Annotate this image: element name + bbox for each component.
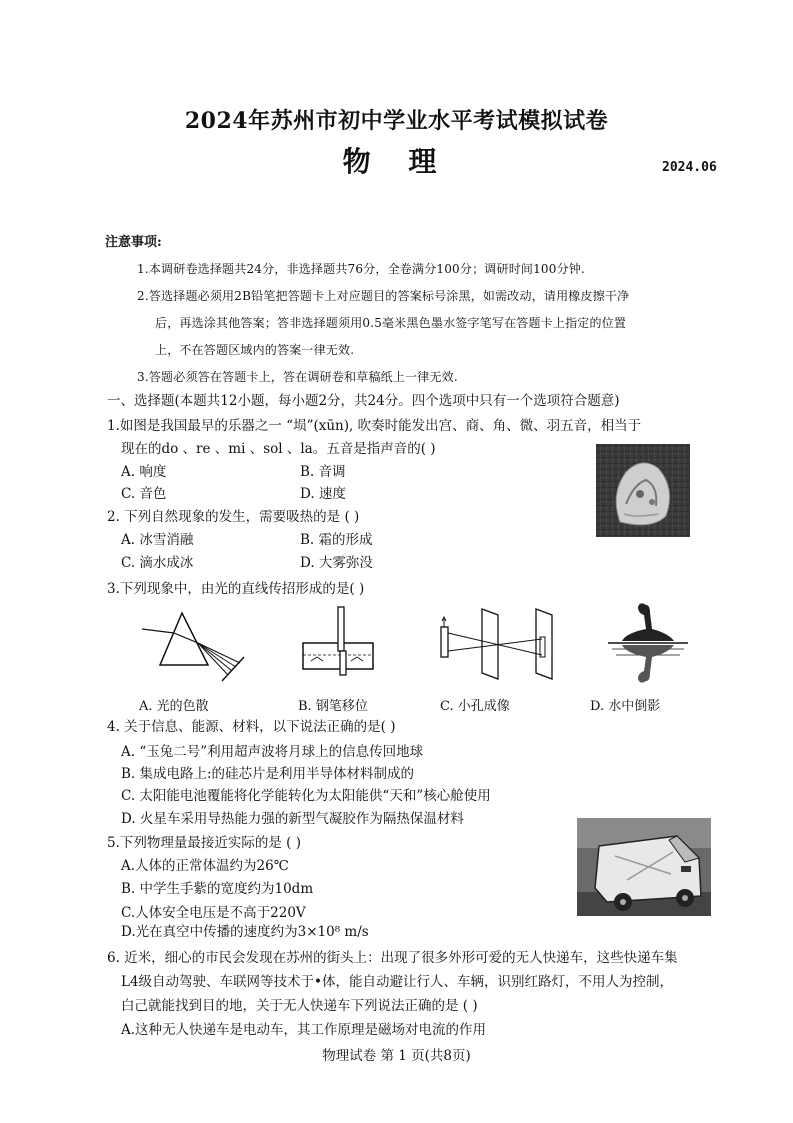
q5-option-a: A.人体的正常体温约为26℃ <box>121 858 289 874</box>
q1-option-b: B. 音调 <box>300 464 346 480</box>
q2-option-d: D. 大雾弥没 <box>300 555 373 571</box>
q4-option-c: C. 太阳能电池覆能将化学能转化为太阳能供“天和”核心舱使用 <box>121 788 491 804</box>
exam-title: 2024年苏州市初中学业水平考试模拟试卷 <box>184 108 609 134</box>
q3-option-d: D. 水中倒影 <box>590 699 661 714</box>
q2-option-b: B. 霜的形成 <box>300 532 373 548</box>
notice-item-1: 1.本调研卷选择题共24分，非选择题共76分，全卷满分100分；调研时间100分钟. <box>137 262 586 276</box>
notice-item-2: 2.答选择题必须用2B铅笔把答题卡上对应题目的答案标号涂黑，如需改动，请用橡皮擦干净 <box>137 289 630 303</box>
q1-option-d: D. 速度 <box>300 486 346 502</box>
notice-item-2-cont: 后，再选涂其他答案；答非选择题须用0.5毫米黑色墨水签字笔写在答题卡上指定的位置 <box>155 316 627 330</box>
q3-option-b: B. 钢笔移位 <box>298 699 368 714</box>
q1-option-c: C. 音色 <box>121 486 167 502</box>
notice-item-2-cont2: 上，不在答题区域内的答案一律无效. <box>155 343 355 357</box>
q5-stem: 5.下列物理量最接近实际的是 ( ) <box>107 835 301 851</box>
q4-option-a: A. “玉兔二号”利用超声波将月球上的信息传回地球 <box>121 744 424 760</box>
q3-stem: 3.下列现象中，由光的直线传招形成的是( ) <box>107 581 365 597</box>
page-footer: 物理试卷 第 1 页(共8页) <box>322 1048 471 1064</box>
notice-heading: 注意事项: <box>105 235 162 250</box>
section-heading: 一、选择题(本题共12小题，每小题2分，共24分。四个选项中只有一个选项符合题意) <box>107 393 620 409</box>
q3-option-a: A. 光的色散 <box>139 699 209 714</box>
q4-stem: 4. 关于信息、能源、材料，以下说法正确的是( ) <box>107 719 396 735</box>
xun-instrument-photo <box>596 444 690 537</box>
pinhole-imaging-figure <box>436 605 566 685</box>
q1-stem-line2: 现在的do 、re 、mi 、sol 、la。五音是指声音的( ) <box>121 441 436 457</box>
pen-in-water-figure <box>295 605 385 685</box>
q1-option-a: A. 响度 <box>121 464 167 480</box>
notice-item-3: 3.答题必须答在答题卡上，答在调研卷和草稿纸上一律无效. <box>137 370 458 384</box>
q5-option-b: B. 中学生手紫的宽度约为10dm <box>121 881 314 897</box>
q6-option-a: A.这种无人快递车是电动车，其工作原理是磁场对电流的作用 <box>121 1022 487 1038</box>
q6-stem-line1: 6. 近米，细心的市民会发现在苏州的街头上：出现了很多外形可爱的无人快递车，这些快递车集 <box>107 950 678 966</box>
prism-dispersion-figure <box>140 605 250 685</box>
q3-option-c: C. 小孔成像 <box>440 699 510 714</box>
q4-option-b: B. 集成电路上:的硅芯片是利用半导体材料制成的 <box>121 766 415 782</box>
q6-stem-line3: 白己就能找到目的地，关于无人快递车下列说法正确的是 ( ) <box>121 998 478 1014</box>
q5-option-d: D.光在真空中传播的速度约为3×10⁸ m/s <box>121 924 369 940</box>
exam-date: 2024.06 <box>662 160 717 175</box>
q1-stem-line1: 1.如图是我国最早的乐器之一 “埙”(xūn), 吹奏时能发出宫、商、角、微、羽五音，相当于 <box>107 418 642 434</box>
q6-stem-line2: L4级自动驾驶、车联网等技术于•体，能自动避让行人、车辆，识别红路灯，不用人为控制， <box>121 974 674 990</box>
delivery-vehicle-photo <box>577 818 711 916</box>
q2-stem: 2. 下列自然现象的发生，需要吸热的是 ( ) <box>107 509 360 525</box>
q5-option-c: C.人体安全电压是不高于220V <box>121 905 306 921</box>
subject-title: 物 理 <box>342 145 451 178</box>
q2-option-a: A. 冰雪消融 <box>121 532 194 548</box>
q2-option-c: C. 滴水成冰 <box>121 555 194 571</box>
q4-option-d: D. 火星车采用导热能力强的新型气凝胶作为隔热保温材料 <box>121 811 464 827</box>
water-reflection-figure <box>608 597 688 689</box>
